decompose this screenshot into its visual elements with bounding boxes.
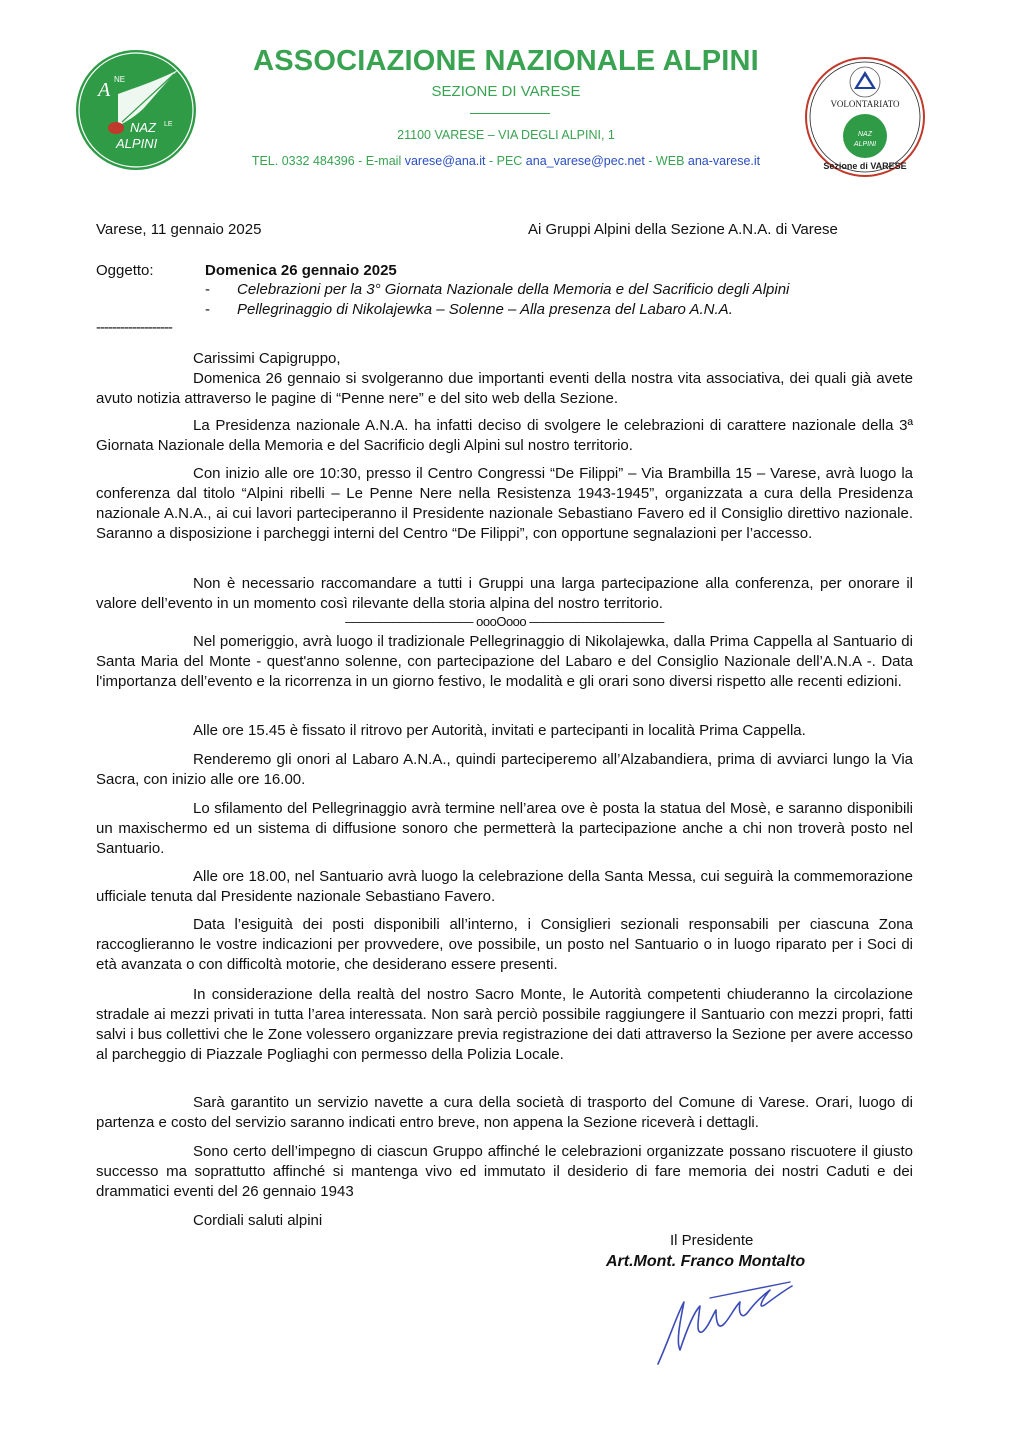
logo-left-sup2: LE bbox=[164, 121, 173, 128]
paragraph-13: Sono certo dell’impegno di ciascun Gruppo affinché le celebrazioni organizzate possano riscuotere il giusto successo ma soprattutto affinché si mantenga vivo ed immutato il desiderio di fare memoria dei nostri Caduti e dei drammatici eventi del 26 gennaio 1943 bbox=[96, 1143, 913, 1200]
subject-line-2-text: Pellegrinaggio di Nikolajewka – Solenne – Alla presenza del Labaro A.N.A. bbox=[237, 301, 733, 318]
subject-line-2 bbox=[205, 300, 733, 320]
contact-web-link[interactable]: ana-varese.it bbox=[687, 154, 761, 168]
subject-label: Oggetto: bbox=[96, 262, 154, 279]
greeting: Carissimi Capigruppo, bbox=[193, 350, 341, 367]
paragraph-12: Sarà garantito un servizio navette a cura della società di trasporto del Comune di Varese. Orari, luogo di partenza e costo del servizio saranno indicati entro breve, non appena la Sezione riceverà i dettagli. bbox=[96, 1094, 913, 1131]
paragraph-4: Non è necessario raccomandare a tutti i Gruppi una larga partecipazione alla conferenza, per onorare il valore dell’evento in un momento così rilevante della storia alpina del nostro territorio. bbox=[96, 575, 913, 612]
logo-right-bottom-text: Sezione di VARESE bbox=[823, 161, 907, 171]
logo-left-line3: ALPINI bbox=[116, 136, 158, 151]
subject-line-1 bbox=[205, 280, 789, 300]
contact-web-label: - WEB bbox=[644, 154, 688, 168]
contact-email-link[interactable]: varese@ana.it bbox=[404, 154, 486, 168]
handwritten-signature bbox=[650, 1272, 800, 1372]
logo-left-line1: A bbox=[98, 79, 111, 101]
logo-right-inner1: NAZ bbox=[858, 131, 872, 138]
paragraph-7: Renderemo gli onori al Labaro A.N.A., quindi parteciperemo all’Alzabandiera, prima di avviarci lungo la Via Sacra, con inizio alle ore 16.00. bbox=[96, 751, 913, 788]
paragraph-11: In considerazione della realtà del nostro Sacro Monte, le Autorità competenti chiuderanno la circolazione stradale ai mezzi privati in tutta l’area interessata. Non sarà perciò possibile raggiungere il Santuario con mezzi propri, fatti salvi i bus collettivi che le Zone volessero organizzare previa registrazione dei dati attraverso la Sezione per avere accesso al parcheggio di Piazzale Pogliaghi con permesso della Polizia Locale. bbox=[96, 986, 913, 1063]
paragraph-3: Con inizio alle ore 10:30, presso il Centro Congressi “De Filippi” – Via Brambilla 15 – Varese, avrà luogo la conferenza dal titolo “Alpini ribelli – Le Penne Nere nella Resistenza 1943-1945”, organizzata a cura della Presidenza nazionale A.N.A., ai cui lavori parteciperanno il Presidente nazionale Sebastiano Favero ed il Consiglio direttivo nazionale. Saranno a disposizione i parcheggi interni del Centro “De Filippi”, con opportune segnalazioni per l’accesso. bbox=[96, 465, 913, 542]
logo-left-sup1: NE bbox=[114, 75, 126, 84]
logo-right-inner2: ALPINI bbox=[853, 141, 877, 148]
ana-logo-left bbox=[74, 48, 198, 172]
subject-rule: ------------------- bbox=[96, 319, 172, 336]
org-contacts bbox=[200, 154, 812, 168]
section-separator: ––––––––––––––––––– oooOooo –––––––––––––––––––– bbox=[345, 614, 664, 629]
org-name: ASSOCIAZIONE NAZIONALE ALPINI bbox=[253, 45, 759, 77]
logo-right-top-text: VOLONTARIATO bbox=[830, 99, 900, 109]
subject-dash: - bbox=[205, 301, 210, 318]
header-divider bbox=[470, 113, 550, 114]
paragraph-10: Data l’esiguità dei posti disponibili all’interno, i Consiglieri sezionali responsabili per ciascuna Zona raccoglieranno le vostre indicazioni per provvedere, ove possibile, un posto nel Santuario o in luogo riparato per i Soci di età avanzata o con difficoltà motorie, che desiderano essere presenti. bbox=[96, 916, 913, 973]
signature-role: Il Presidente bbox=[670, 1232, 754, 1249]
contact-pec-label: - PEC bbox=[485, 154, 526, 168]
protezione-civile-logo-right bbox=[804, 56, 926, 178]
paragraph-8: Lo sfilamento del Pellegrinaggio avrà termine nell’area ove è posta la statua del Mosè, e saranno disponibili un maxischermo ed un sistema di diffusione sonoro che permetterà la partecipazione anche a chi non troverà posto nel Santuario. bbox=[96, 800, 913, 857]
paragraph-5: Nel pomeriggio, avrà luogo il tradizionale Pellegrinaggio di Nikolajewka, dalla Prima Cappella al Santuario di Santa Maria del Monte - quest'anno solenne, con partecipazione del Labaro e del Consiglio Nazionale dell’A.N.A -. Data l'importanza dell’evento e la ricorrenza in un giorno festivo, le modalità e gli orari sono diversi rispetto alle recenti edizioni. bbox=[96, 633, 913, 690]
contact-pec-link[interactable]: ana_varese@pec.net bbox=[525, 154, 645, 168]
paragraph-1: Domenica 26 gennaio si svolgeranno due importanti eventi della nostra vita associativa, dei quali già avete avuto notizia attraverso le pagine di “Penne nere” e del sito web della Sezione. bbox=[96, 370, 913, 407]
contact-tel: TEL. 0332 484396 - E-mail bbox=[251, 154, 405, 168]
org-section: SEZIONE DI VARESE bbox=[431, 83, 581, 100]
letter-recipient: Ai Gruppi Alpini della Sezione A.N.A. di Varese bbox=[528, 221, 838, 238]
subject-dash: - bbox=[205, 281, 210, 298]
signature-name: Art.Mont. Franco Montalto bbox=[606, 1253, 806, 1270]
paragraph-9: Alle ore 18.00, nel Santuario avrà luogo la celebrazione della Santa Messa, cui seguirà la commemorazione ufficiale tenuta dal Presidente nazionale Sebastiano Favero. bbox=[96, 868, 913, 905]
subject-title: Domenica 26 gennaio 2025 bbox=[205, 262, 397, 279]
subject-line-1-text: Celebrazioni per la 3° Giornata Nazionale della Memoria e del Sacrificio degli Alpini bbox=[237, 281, 790, 298]
drop-icon bbox=[108, 122, 124, 134]
letter-date: Varese, 11 gennaio 2025 bbox=[96, 221, 262, 238]
paragraph-6: Alle ore 15.45 è fissato il ritrovo per Autorità, invitati e partecipanti in località Prima Cappella. bbox=[193, 722, 806, 739]
org-address: 21100 VARESE – VIA DEGLI ALPINI, 1 bbox=[397, 128, 615, 142]
paragraph-2: La Presidenza nazionale A.N.A. ha infatti deciso di svolgere le celebrazioni di carattere nazionale della 3ª Giornata Nazionale della Memoria e del Sacrificio degli Alpini sul nostro territorio. bbox=[96, 417, 913, 454]
logo-left-line2: NAZ bbox=[130, 120, 156, 135]
closing: Cordiali saluti alpini bbox=[193, 1212, 323, 1229]
